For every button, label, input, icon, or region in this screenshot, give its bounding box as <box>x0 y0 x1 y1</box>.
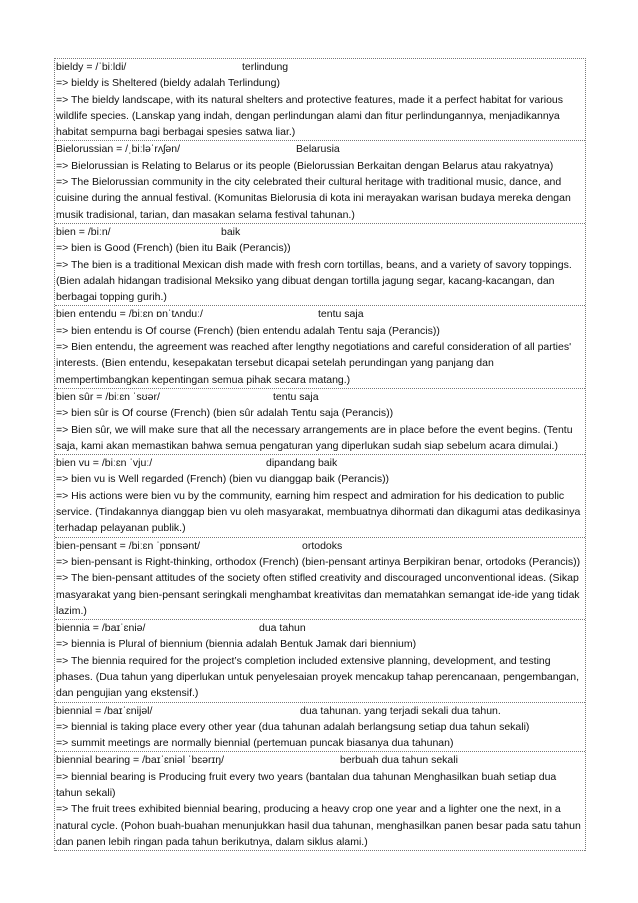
entry-translation: dua tahun <box>259 622 306 635</box>
entry-biennial <box>55 703 585 753</box>
entry-head <box>56 224 585 240</box>
entry-head <box>56 703 585 719</box>
entry-example: => The Bielorussian community in the city celebrated their cultural heritage with traditional music, dance, and cuisine during the annual festival. (Komunitas Bielorusia di kota ini merayakan warisan budaya mereka dengan musik tradisional, tarian, dan masakan selama festival tahunan.) <box>56 176 571 221</box>
entry-bieldy <box>55 59 585 141</box>
entry-head <box>56 752 585 768</box>
entry-definition: => biennial is taking place every other year (dua tahunan adalah berlangsung setiap dua tahun sekali) <box>56 720 530 733</box>
entry-example: => The bien-pensant attitudes of the society often stifled creativity and discouraged unconventional ideas. (Sikap masyarakat yang bien-pensant seringkali menghambat kreativitas dan mematahkan semangat ide-ide yang tidak lazim.) <box>56 572 580 617</box>
entry-term: bien entendu = /biːɛn ɒnˈtʌnduː/ <box>56 308 203 321</box>
entry-head <box>56 59 585 75</box>
entry-definition: => biennia is Plural of biennium (biennia adalah Bentuk Jamak dari biennium) <box>56 638 417 651</box>
entry-bien-entendu <box>55 306 585 388</box>
entry-definition: => bien entendu is Of course (French) (bien entendu adalah Tentu saja (Perancis)) <box>56 324 440 337</box>
entry-translation: terlindung <box>242 61 289 73</box>
dictionary-table <box>54 58 586 851</box>
entry-example: => The fruit trees exhibited biennial bearing, producing a heavy crop one year and a lighter one the next, in a natural cycle. (Pohon buah-buahan menunjukkan hasil dua tahunan, menghasilkan panen besar pada satu tahun dan panen lebih ringan pada tahun berikutnya, dalam siklus alami.) <box>56 803 581 848</box>
entry-translation: baik <box>221 225 241 238</box>
entry-term: biennial bearing = /baɪˈɛniəl ˈbɛərɪŋ/ <box>56 754 224 767</box>
entry-translation: ortodoks <box>302 539 343 552</box>
entry-head <box>56 141 585 157</box>
entry-bien-sur <box>55 389 585 455</box>
entry-head <box>56 389 585 405</box>
entry-term: biennia = /baɪˈɛniə/ <box>56 622 146 635</box>
entry-definition: => bieldy is Sheltered (bieldy adalah Terlindung) <box>56 77 280 90</box>
entry-head <box>56 620 585 636</box>
entry-term: bieldy = /ˈbiːldi/ <box>56 61 127 73</box>
entry-example: => The bien is a traditional Mexican dish made with fresh corn tortillas, beans, and a variety of savory toppings. (Bien adalah hidangan tradisional Meksiko yang dibuat dengan tortilla jagung segar, kacang-kacangan, dan berbagai topping gurih.) <box>56 258 572 304</box>
entry-example: => Bien sûr, we will make sure that all the necessary arrangements are in place before the event begins. (Tentu saja, kami akan memastikan bahwa semua pengaturan yang diperlukan sudah siap sebelum acara dimulai.) <box>56 423 573 452</box>
entry-bien-vu <box>55 455 585 537</box>
entry-example: => summit meetings are normally biennial (pertemuan puncak biasanya dua tahunan) <box>56 737 454 750</box>
entry-term: bien vu = /biːɛn ˈvjuː/ <box>56 457 153 470</box>
entry-definition: => Bielorussian is Relating to Belarus or its people (Bielorussian Berkaitan dengan Belarus atau rakyatnya) <box>56 159 554 172</box>
entry-translation: berbuah dua tahun sekali <box>340 754 458 767</box>
entry-definition: => bien sûr is Of course (French) (bien sûr adalah Tentu saja (Perancis)) <box>56 407 394 420</box>
entry-biennia <box>55 620 585 702</box>
entry-head <box>56 306 585 322</box>
entry-example: => Bien entendu, the agreement was reached after lengthy negotiations and careful consideration of all parties' interests. (Bien entendu, kesepakatan tersebut dicapai setelah perundingan yang panjang dan mempertimbangkan kepentingan semua pihak secara matang.) <box>56 341 572 386</box>
entry-definition: => bien-pensant is Right-thinking, orthodox (French) (bien-pensant artinya Berpikiran benar, ortodoks (Perancis)) <box>56 555 581 568</box>
entry-example: => His actions were bien vu by the community, earning him respect and admiration for his dedication to public service. (Tindakannya dianggap bien vu oleh masyarakat, membuatnya dihormati dan dikagumi atas dedikasinya terhadap pelayanan publik.) <box>56 489 581 535</box>
entry-bielorussian <box>55 141 585 223</box>
entry-translation: dipandang baik <box>266 457 338 470</box>
entry-definition: => bien is Good (French) (bien itu Baik (Perancis)) <box>56 242 291 255</box>
entry-head <box>56 455 585 471</box>
entry-definition: => bien vu is Well regarded (French) (bien vu dianggap baik (Perancis)) <box>56 473 390 486</box>
entry-head <box>56 538 585 554</box>
entry-term: bien sûr = /biːɛn ˈsʊər/ <box>56 390 160 403</box>
entry-term: bien-pensant = /biːɛn ˈpɒnsənt/ <box>56 539 201 552</box>
entry-definition: => biennial bearing is Producing fruit every two years (bantalan dua tahunan Menghasilkan buah setiap dua tahun sekali) <box>56 770 557 800</box>
entry-term: Bielorussian = /ˌbiːləˈrʌʃən/ <box>56 143 181 156</box>
entry-translation: tentu saja <box>318 308 364 321</box>
entry-biennial-bearing <box>55 752 585 851</box>
entry-term: biennial = /baɪˈɛnijəl/ <box>56 704 153 717</box>
entry-bien-pensant <box>55 538 585 620</box>
entry-translation: tentu saja <box>273 390 319 403</box>
entry-term: bien = /biːn/ <box>56 225 111 238</box>
entry-example: => The biennia required for the project’s completion included extensive planning, development, and testing phases. (Dua tahun yang diperlukan untuk penyelesaian proyek mencakup tahap perencanaan, pengembangan, dan pengujian yang ekstensif.) <box>56 654 580 700</box>
entry-bien <box>55 224 585 306</box>
entry-translation: Belarusia <box>296 143 340 156</box>
entry-example: => The bieldy landscape, with its natural shelters and protective features, made it a perfect habitat for various wildlife species. (Lanskap yang indah, dengan perlindungan alami dan fitur perlindungannya, menjadikannya habitat sempurna bagi berbagai spesies satwa liar.) <box>56 93 564 139</box>
entry-translation: dua tahunan. yang terjadi sekali dua tahun. <box>300 704 501 717</box>
